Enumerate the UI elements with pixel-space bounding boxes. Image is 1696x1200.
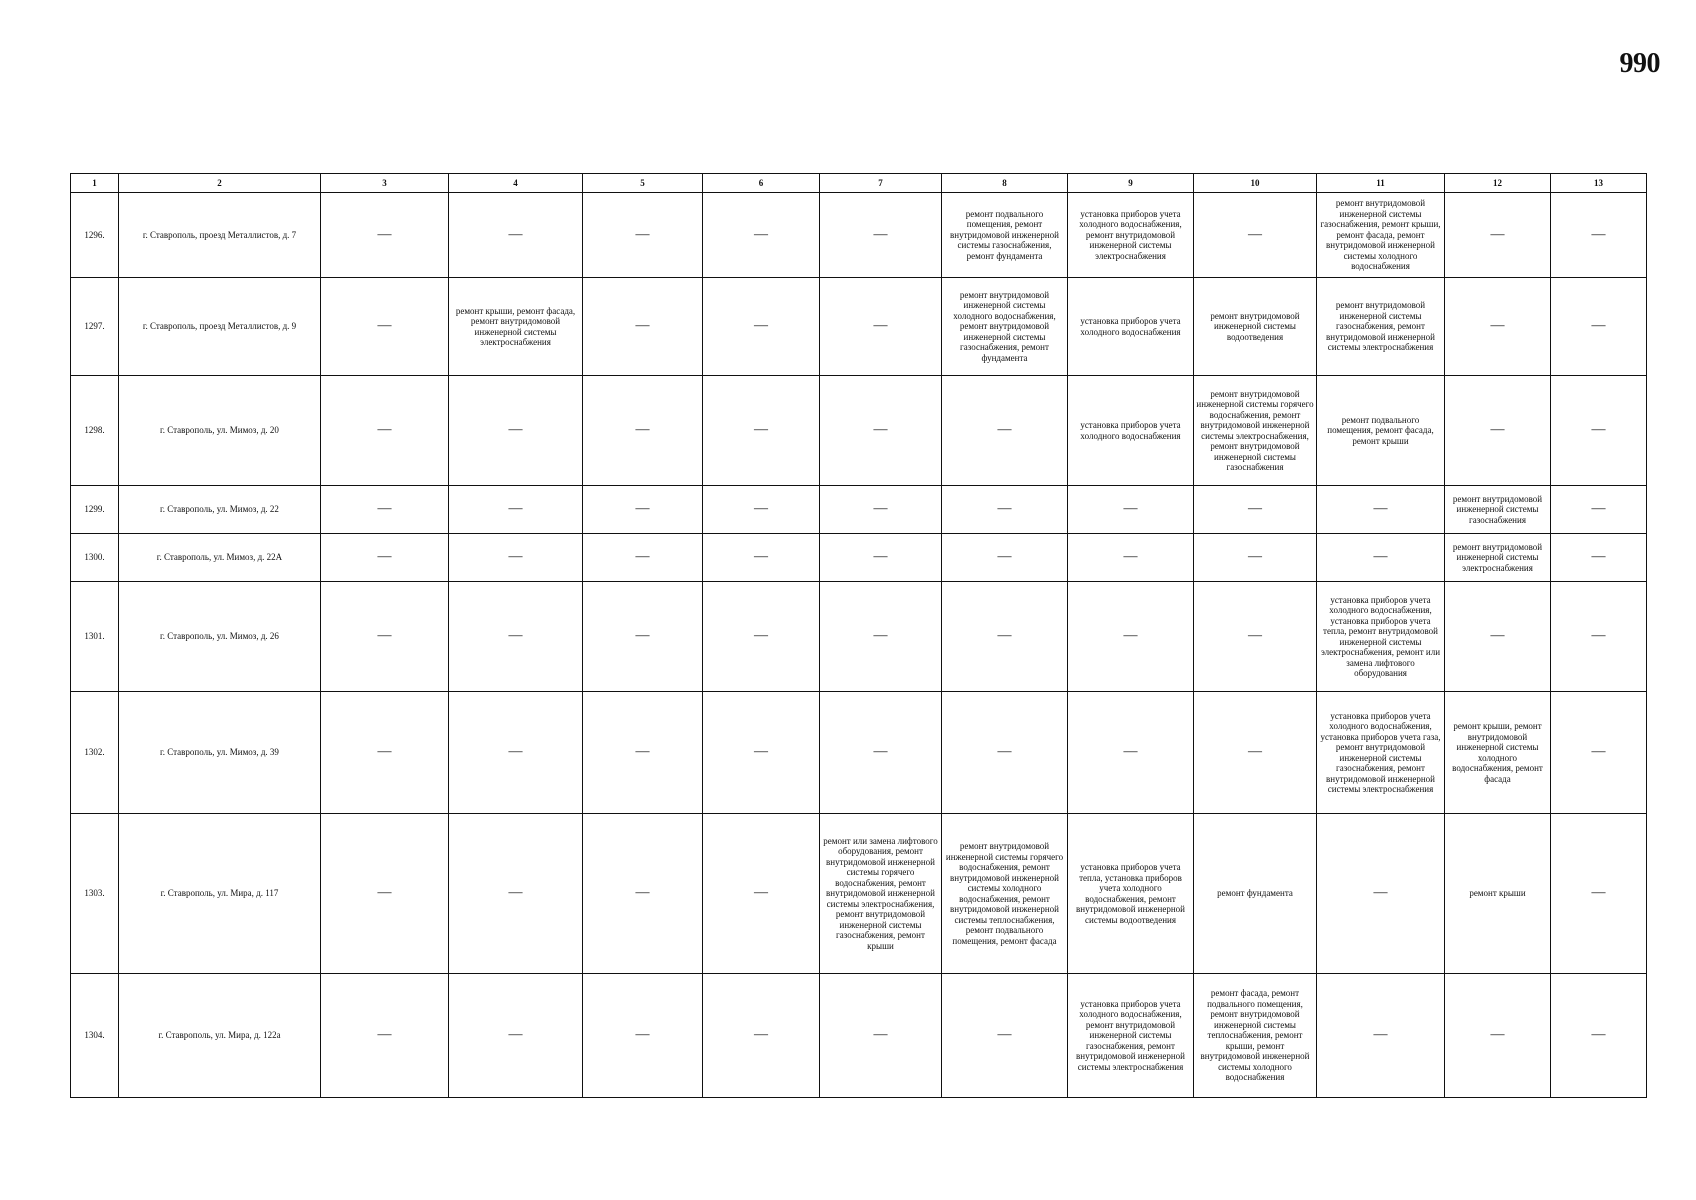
table-cell: ремонт внутридомовой инженерной системы горячего водоснабжения, ремонт внутридомовой инженерной системы холодного водоснабжения, ремонт внутридомовой инженерной системы теплоснабжения, ремонт подвального помещения, ремонт фасада bbox=[942, 814, 1068, 974]
row-address: г. Ставрополь, ул. Мимоз, д. 20 bbox=[119, 376, 321, 486]
table-cell: ремонт внутридомовой инженерной системы газоснабжения, ремонт крыши, ремонт фасада, ремонт внутридомовой инженерной системы холодного водоснабжения bbox=[1317, 193, 1445, 278]
table-cell: — bbox=[449, 376, 583, 486]
table-cell: — bbox=[583, 814, 703, 974]
table-cell: — bbox=[583, 974, 703, 1098]
column-header: 11 bbox=[1317, 174, 1445, 193]
table-row bbox=[71, 193, 1647, 278]
row-address: г. Ставрополь, проезд Металлистов, д. 7 bbox=[119, 193, 321, 278]
table-cell: — bbox=[583, 534, 703, 582]
table-cell: — bbox=[1445, 193, 1551, 278]
table-cell: — bbox=[321, 814, 449, 974]
table-cell: — bbox=[703, 534, 820, 582]
table-row bbox=[71, 486, 1647, 534]
row-address: г. Ставрополь, ул. Мимоз, д. 26 bbox=[119, 582, 321, 692]
column-header: 10 bbox=[1194, 174, 1317, 193]
row-number: 1303. bbox=[71, 814, 119, 974]
table-header bbox=[71, 174, 1647, 193]
table-cell: — bbox=[583, 376, 703, 486]
row-address: г. Ставрополь, ул. Мимоз, д. 22 bbox=[119, 486, 321, 534]
table-cell: — bbox=[1194, 193, 1317, 278]
table-cell: — bbox=[1551, 814, 1647, 974]
table-cell: установка приборов учета холодного водоснабжения bbox=[1068, 376, 1194, 486]
table-cell: ремонт или замена лифтового оборудования, ремонт внутридомовой инженерной системы горячего водоснабжения, ремонт внутридомовой инженерной системы электроснабжения, ремонт внутридомовой инженерной системы газоснабжения, ремонт крыши bbox=[820, 814, 942, 974]
row-number: 1304. bbox=[71, 974, 119, 1098]
table-cell: — bbox=[820, 376, 942, 486]
table-cell: установка приборов учета холодного водоснабжения, установка приборов учета тепла, ремонт внутридомовой инженерной системы электроснабжения, ремонт или замена лифтового оборудования bbox=[1317, 582, 1445, 692]
table-cell: ремонт внутридомовой инженерной системы электроснабжения bbox=[1445, 534, 1551, 582]
table-cell: — bbox=[820, 974, 942, 1098]
table-cell: — bbox=[703, 974, 820, 1098]
table-row bbox=[71, 814, 1647, 974]
table-cell: — bbox=[321, 193, 449, 278]
table-cell: — bbox=[1068, 582, 1194, 692]
table-cell: — bbox=[942, 376, 1068, 486]
column-header: 5 bbox=[583, 174, 703, 193]
table-cell: — bbox=[1068, 692, 1194, 814]
table-row bbox=[71, 534, 1647, 582]
table-cell: — bbox=[449, 974, 583, 1098]
table-cell: — bbox=[1551, 193, 1647, 278]
page-number: 990 bbox=[1619, 48, 1660, 79]
table-cell: — bbox=[583, 278, 703, 376]
column-header: 4 bbox=[449, 174, 583, 193]
column-header: 2 bbox=[119, 174, 321, 193]
header-row bbox=[71, 174, 1647, 193]
table-cell: — bbox=[583, 193, 703, 278]
table-cell: установка приборов учета холодного водоснабжения, ремонт внутридомовой инженерной системы газоснабжения, ремонт внутридомовой инженерной системы электроснабжения bbox=[1068, 974, 1194, 1098]
row-number: 1301. bbox=[71, 582, 119, 692]
table-cell: — bbox=[820, 278, 942, 376]
table-cell: — bbox=[449, 814, 583, 974]
row-number: 1296. bbox=[71, 193, 119, 278]
table-cell: — bbox=[820, 193, 942, 278]
table-cell: — bbox=[1551, 486, 1647, 534]
row-number: 1300. bbox=[71, 534, 119, 582]
row-number: 1298. bbox=[71, 376, 119, 486]
table-cell: — bbox=[1194, 582, 1317, 692]
table-cell: — bbox=[321, 582, 449, 692]
table-cell: — bbox=[449, 582, 583, 692]
table-row bbox=[71, 974, 1647, 1098]
table-row bbox=[71, 582, 1647, 692]
table-cell: — bbox=[703, 193, 820, 278]
table-cell: ремонт внутридомовой инженерной системы газоснабжения bbox=[1445, 486, 1551, 534]
table-cell: — bbox=[942, 692, 1068, 814]
table-cell: — bbox=[1551, 376, 1647, 486]
table-cell: — bbox=[1317, 974, 1445, 1098]
column-header: 12 bbox=[1445, 174, 1551, 193]
table-cell: — bbox=[449, 692, 583, 814]
column-header: 7 bbox=[820, 174, 942, 193]
table-cell: — bbox=[1445, 278, 1551, 376]
table-cell: — bbox=[583, 486, 703, 534]
table-cell: ремонт фасада, ремонт подвального помещения, ремонт внутридомовой инженерной системы теплоснабжения, ремонт крыши, ремонт внутридомовой инженерной системы холодного водоснабжения bbox=[1194, 974, 1317, 1098]
table-cell: установка приборов учета холодного водоснабжения bbox=[1068, 278, 1194, 376]
table-body bbox=[71, 193, 1647, 1098]
table-cell: — bbox=[820, 486, 942, 534]
table-cell: — bbox=[449, 534, 583, 582]
table-cell: — bbox=[1068, 534, 1194, 582]
table-cell: — bbox=[1551, 534, 1647, 582]
table-cell: ремонт крыши, ремонт фасада, ремонт внутридомовой инженерной системы электроснабжения bbox=[449, 278, 583, 376]
table-cell: — bbox=[1445, 376, 1551, 486]
table-cell: — bbox=[942, 486, 1068, 534]
table-cell: ремонт фундамента bbox=[1194, 814, 1317, 974]
column-header: 8 bbox=[942, 174, 1068, 193]
table-cell: ремонт подвального помещения, ремонт внутридомовой инженерной системы газоснабжения, ремонт фундамента bbox=[942, 193, 1068, 278]
column-header: 1 bbox=[71, 174, 119, 193]
row-address: г. Ставрополь, ул. Мимоз, д. 22А bbox=[119, 534, 321, 582]
table-cell: — bbox=[321, 486, 449, 534]
table-cell: — bbox=[703, 692, 820, 814]
table-cell: ремонт крыши, ремонт внутридомовой инженерной системы холодного водоснабжения, ремонт фасада bbox=[1445, 692, 1551, 814]
table-cell: ремонт внутридомовой инженерной системы газоснабжения, ремонт внутридомовой инженерной системы электроснабжения bbox=[1317, 278, 1445, 376]
table-row bbox=[71, 376, 1647, 486]
table-cell: установка приборов учета холодного водоснабжения, ремонт внутридомовой инженерной системы электроснабжения bbox=[1068, 193, 1194, 278]
table-cell: — bbox=[321, 534, 449, 582]
table-cell: — bbox=[583, 692, 703, 814]
table-cell: установка приборов учета тепла, установка приборов учета холодного водоснабжения, ремонт внутридомовой инженерной системы водоотведения bbox=[1068, 814, 1194, 974]
row-address: г. Ставрополь, ул. Мира, д. 117 bbox=[119, 814, 321, 974]
table-cell: — bbox=[1068, 486, 1194, 534]
table-cell: — bbox=[703, 486, 820, 534]
table-cell: — bbox=[1194, 534, 1317, 582]
table-cell: ремонт внутридомовой инженерной системы горячего водоснабжения, ремонт внутридомовой инженерной системы электроснабжения, ремонт внутридомовой инженерной системы газоснабжения bbox=[1194, 376, 1317, 486]
table-cell: — bbox=[1551, 974, 1647, 1098]
column-header: 9 bbox=[1068, 174, 1194, 193]
row-number: 1299. bbox=[71, 486, 119, 534]
row-number: 1302. bbox=[71, 692, 119, 814]
table-cell: — bbox=[1551, 278, 1647, 376]
table-cell: — bbox=[449, 193, 583, 278]
column-header: 6 bbox=[703, 174, 820, 193]
row-address: г. Ставрополь, ул. Мира, д. 122а bbox=[119, 974, 321, 1098]
table-cell: — bbox=[321, 974, 449, 1098]
table-cell: — bbox=[321, 692, 449, 814]
row-address: г. Ставрополь, ул. Мимоз, д. 39 bbox=[119, 692, 321, 814]
table-cell: — bbox=[1445, 974, 1551, 1098]
table-cell: — bbox=[1551, 692, 1647, 814]
table-cell: ремонт внутридомовой инженерной системы водоотведения bbox=[1194, 278, 1317, 376]
table-cell: — bbox=[1317, 534, 1445, 582]
table-cell: — bbox=[1317, 814, 1445, 974]
table-cell: — bbox=[583, 582, 703, 692]
table-cell: — bbox=[820, 534, 942, 582]
table-row bbox=[71, 692, 1647, 814]
table-cell: — bbox=[942, 974, 1068, 1098]
row-address: г. Ставрополь, проезд Металлистов, д. 9 bbox=[119, 278, 321, 376]
table-cell: — bbox=[703, 814, 820, 974]
column-header: 3 bbox=[321, 174, 449, 193]
table-cell: — bbox=[942, 582, 1068, 692]
table-cell: — bbox=[321, 376, 449, 486]
table-cell: — bbox=[1194, 692, 1317, 814]
table-cell: ремонт внутридомовой инженерной системы холодного водоснабжения, ремонт внутридомовой инженерной системы газоснабжения, ремонт фундамента bbox=[942, 278, 1068, 376]
table-cell: — bbox=[321, 278, 449, 376]
table-cell: — bbox=[449, 486, 583, 534]
register-table bbox=[70, 173, 1647, 1098]
table-cell: — bbox=[1551, 582, 1647, 692]
table-cell: ремонт крыши bbox=[1445, 814, 1551, 974]
table-cell: — bbox=[703, 582, 820, 692]
table-cell: — bbox=[942, 534, 1068, 582]
table-cell: — bbox=[703, 376, 820, 486]
table-cell: — bbox=[820, 582, 942, 692]
row-number: 1297. bbox=[71, 278, 119, 376]
column-header: 13 bbox=[1551, 174, 1647, 193]
table-cell: — bbox=[820, 692, 942, 814]
table-cell: ремонт подвального помещения, ремонт фасада, ремонт крыши bbox=[1317, 376, 1445, 486]
table-row bbox=[71, 278, 1647, 376]
table-cell: — bbox=[703, 278, 820, 376]
table-cell: — bbox=[1445, 582, 1551, 692]
table-cell: — bbox=[1317, 486, 1445, 534]
table-cell: — bbox=[1194, 486, 1317, 534]
table-cell: установка приборов учета холодного водоснабжения, установка приборов учета газа, ремонт внутридомовой инженерной системы газоснабжения, ремонт внутридомовой инженерной системы электроснабжения bbox=[1317, 692, 1445, 814]
